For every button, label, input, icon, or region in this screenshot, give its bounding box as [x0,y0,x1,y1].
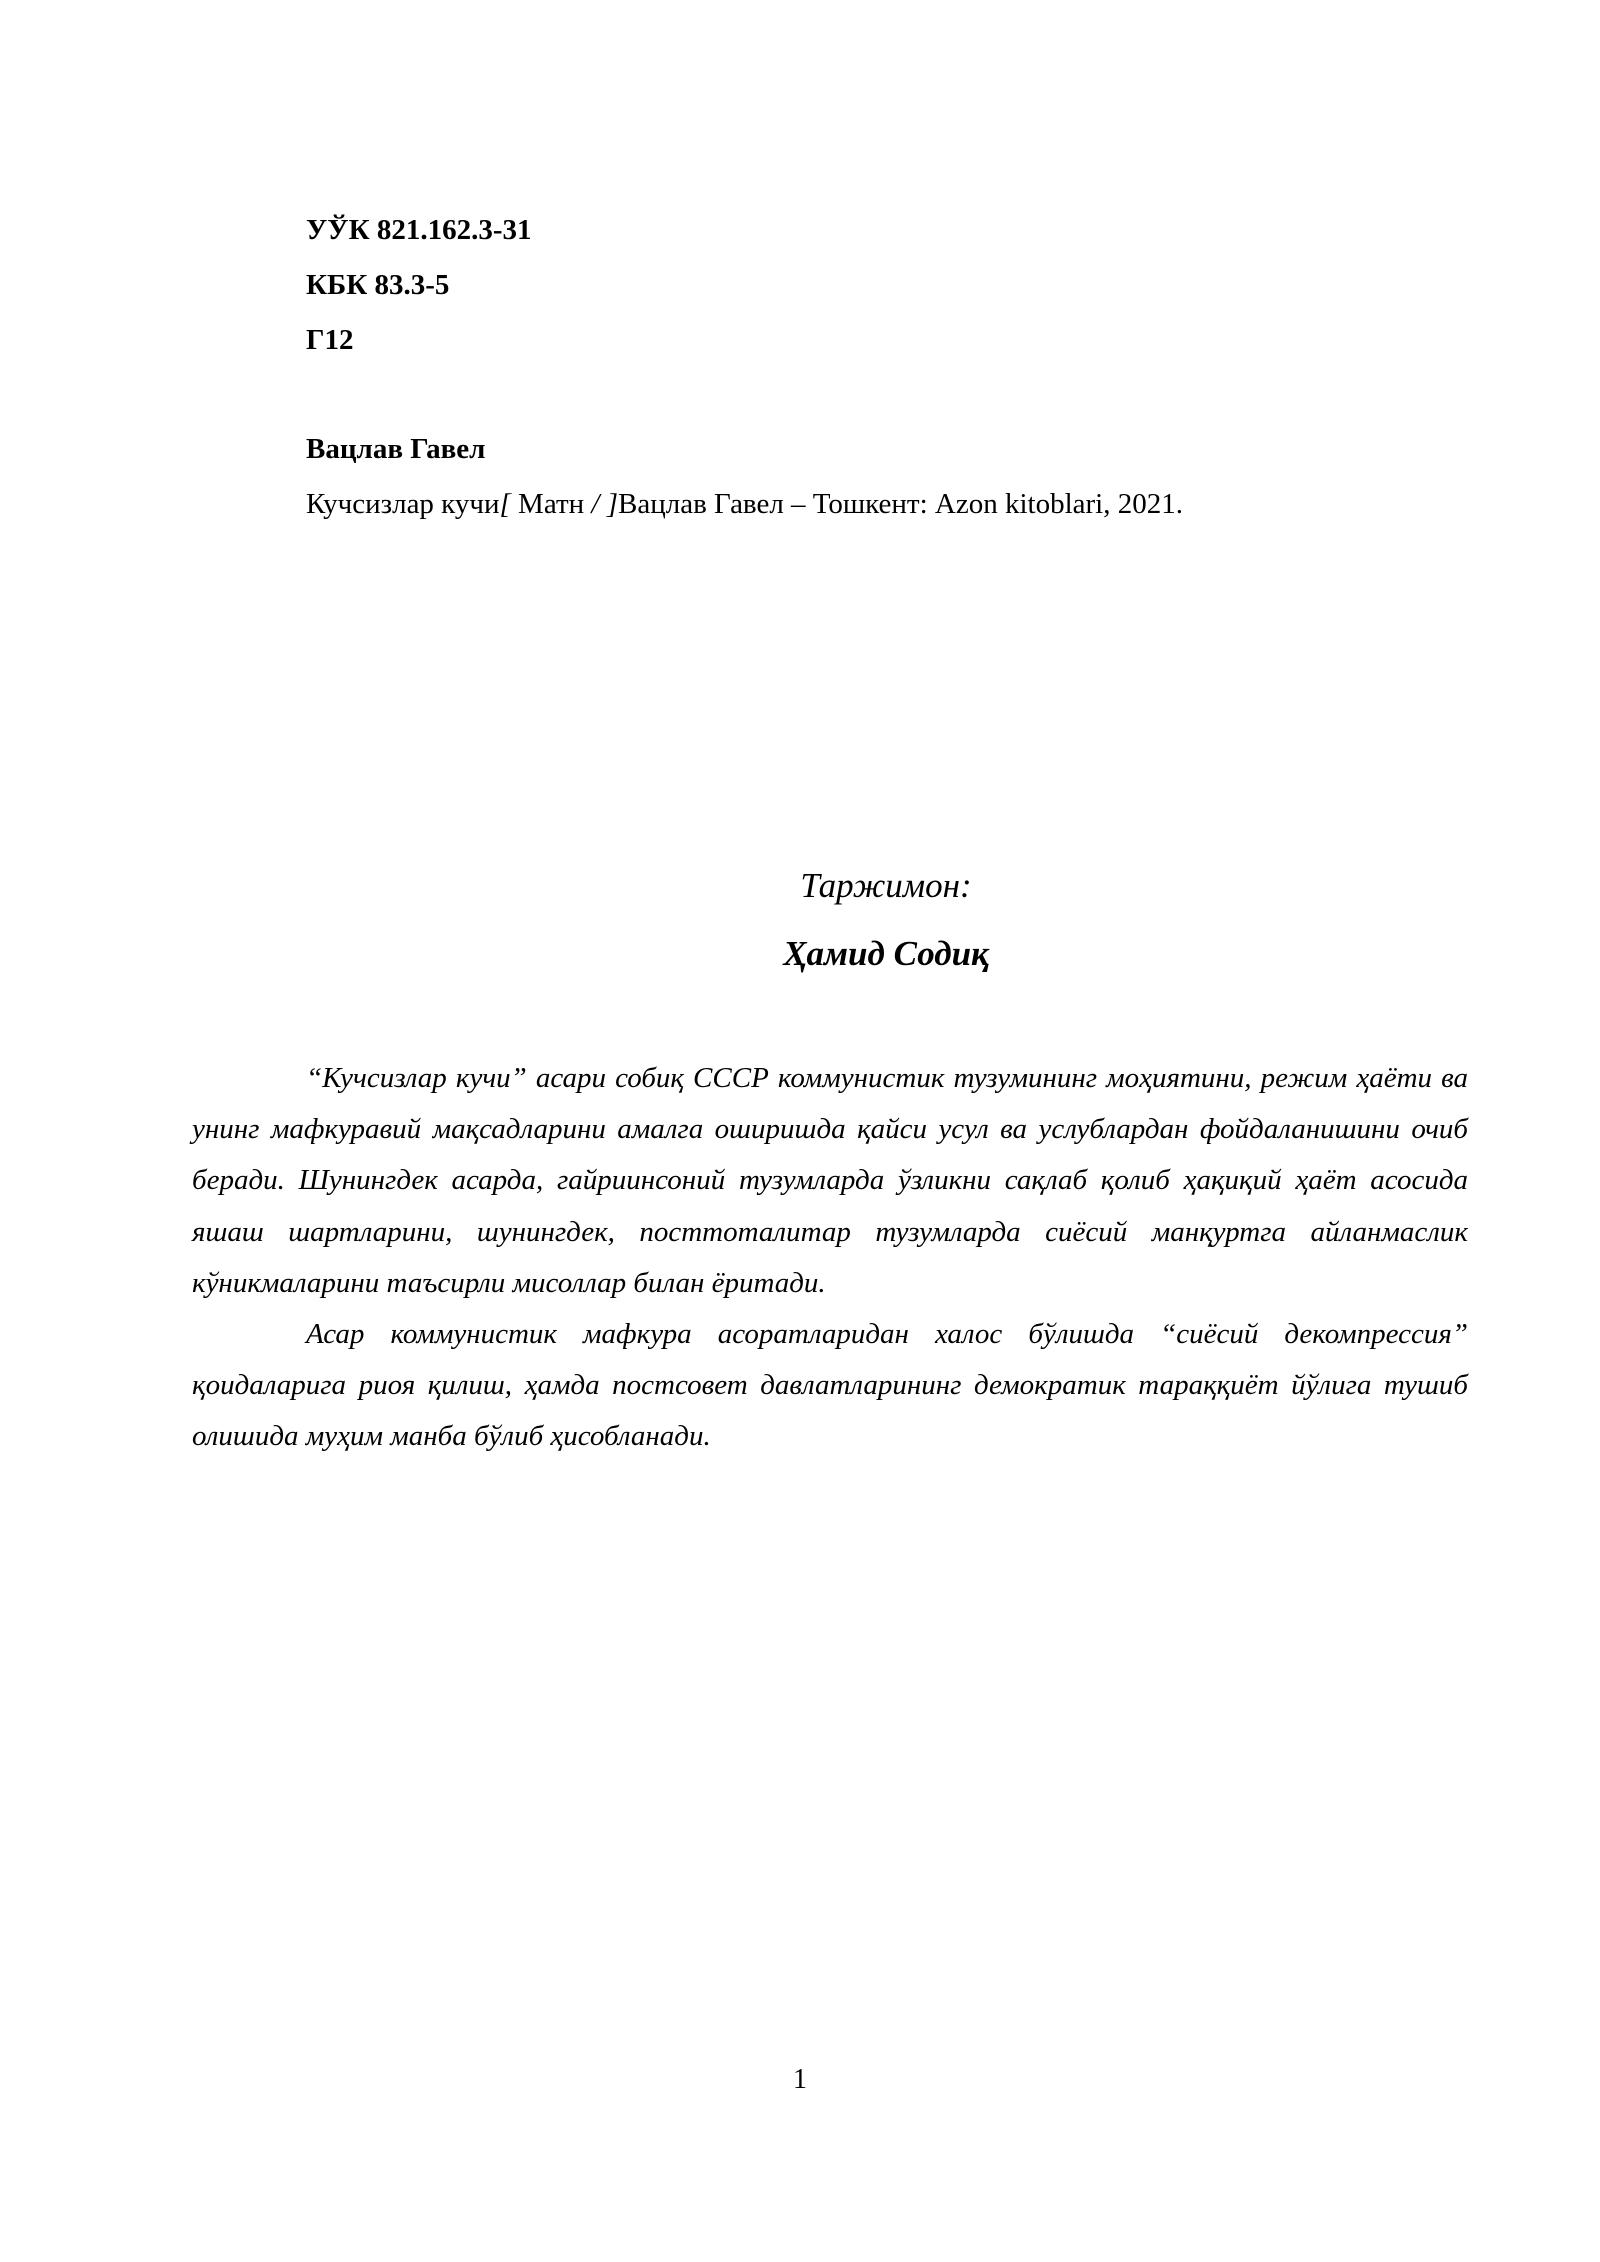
lbc-code: КБК 83.3-5 [306,269,450,301]
annotation-paragraph: Асар коммунистик мафкура асоратларидан халос бўлишда “сиёсий декомпрессия” қоидаларига риоя қилиш, ҳамда постсовет давлатларининг демократик тараққиёт йўлига тушиб олишида муҳим манба бўлиб ҳисобланади. [192,1318,1468,1453]
separator: / [584,488,607,520]
bracket-open: [ [499,488,519,520]
translator-label: Таржимон: [800,866,972,905]
material-designation: Матн [518,488,585,520]
annotation-paragraph: “Кучсизлар кучи” асари собиқ СССР коммунистик тузумининг моҳиятини, режим ҳаёти ва унинг мафкуравий мақсадларини амалга оширишда қайси усул ва услублардан фойдаланишини очиб беради. Шунингдек асарда, гайриинсоний тузумларда ўзликни сақлаб қолиб ҳақиқий ҳаёт асосида яшаш шартларини, шунингдек, посттоталитар тузумларда сиёсий манқуртга айланмаслик кўникмаларини таъсирли мисоллар билан ёритади. [192,1062,1468,1299]
bracket-close: ] [606,488,618,520]
classification-codes [306,203,532,368]
publication-info: Вацлав Гавел – Тошкент: Azon kitoblari, 2021. [618,488,1183,520]
author-mark: Г12 [306,324,354,356]
page-number: 1 [793,2064,807,2095]
udc-code: УЎК 821.162.3-31 [306,214,532,246]
book-title: Кучсизлар кучи [306,488,500,520]
bibliographic-description [306,479,1183,529]
translator-block [676,858,1096,982]
translator-name: Ҳамид Содиқ [783,934,989,973]
annotation [192,1053,1468,1463]
author-name: Вацлав Гавел [306,433,486,465]
